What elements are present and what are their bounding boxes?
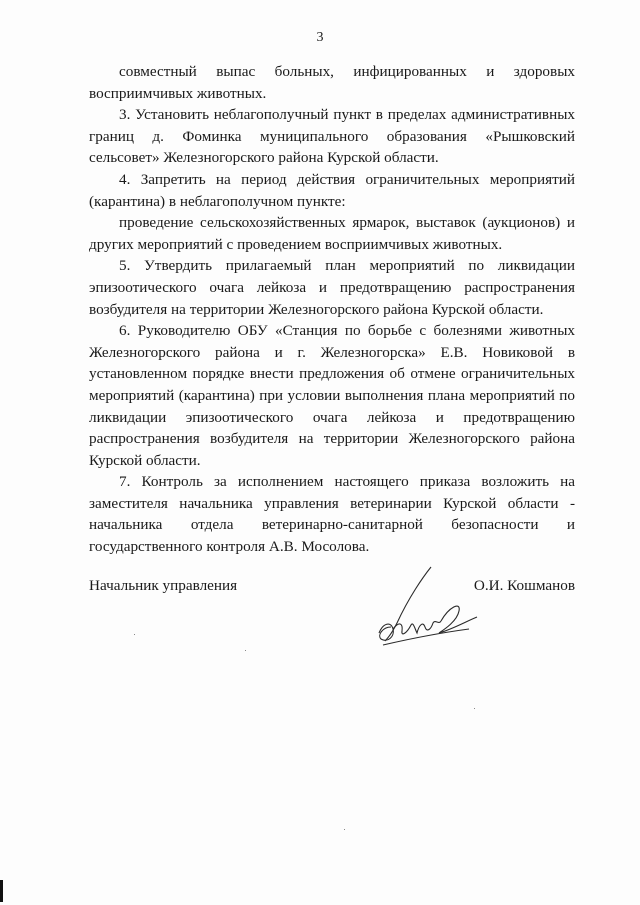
paragraph-continuation: совместный выпас больных, инфицированных и здоровых восприимчивых животных. — [89, 63, 575, 102]
scan-edge-mark — [0, 880, 3, 902]
paragraph-item-3: 3. Установить неблагополучный пункт в пределах административных границ д. Фоминка муниципального образования «Рышковский сельсовет» Железногорского района Курской области. — [89, 106, 575, 167]
scan-speck — [245, 650, 246, 651]
signatory-name: О.И. Кошманов — [473, 577, 575, 594]
scan-speck — [474, 708, 475, 709]
signature-block — [89, 577, 575, 657]
paragraph-item-4-detail: проведение сельскохозяйственных ярмарок, выставок (аукционов) и других мероприятий с проведением восприимчивых животных. — [89, 214, 575, 253]
page-number: 3 — [316, 30, 324, 45]
document-body — [89, 61, 575, 558]
paragraph-item-7: 7. Контроль за исполнением настоящего приказа возложить на заместителя начальника управления ветеринарии Курской области - начальника отдела ветеринарно-санитарной безопасности и государственного контроля А.В. Мосолова. — [89, 473, 575, 556]
signatory-title: Начальник управления — [89, 577, 238, 594]
handwritten-signature — [369, 563, 489, 653]
paragraph-item-4: 4. Запретить на период действия ограничительных мероприятий (карантина) в неблагополучном пункте: — [89, 170, 575, 210]
scan-speck — [134, 634, 135, 635]
paragraph-item-6: 6. Руководителю ОБУ «Станция по борьбе с болезнями животных Железногорского района и г. Железногорска» Е.В. Новиковой в установленном порядке внести предложения об отмене ограничительных мероприятий (карантина) при условии выполнения плана мероприятий по ликвидации эпизоотического очага лейкоза и предотвращению распространения возбудителя на территории Железногорского района Курской области. — [89, 322, 575, 469]
paragraph-item-5: 5. Утвердить прилагаемый план мероприятий по ликвидации эпизоотического очага лейкоза и предотвращению распространения возбудителя на территории Железногорского района Курской области. — [89, 257, 575, 318]
scan-speck — [344, 829, 345, 830]
